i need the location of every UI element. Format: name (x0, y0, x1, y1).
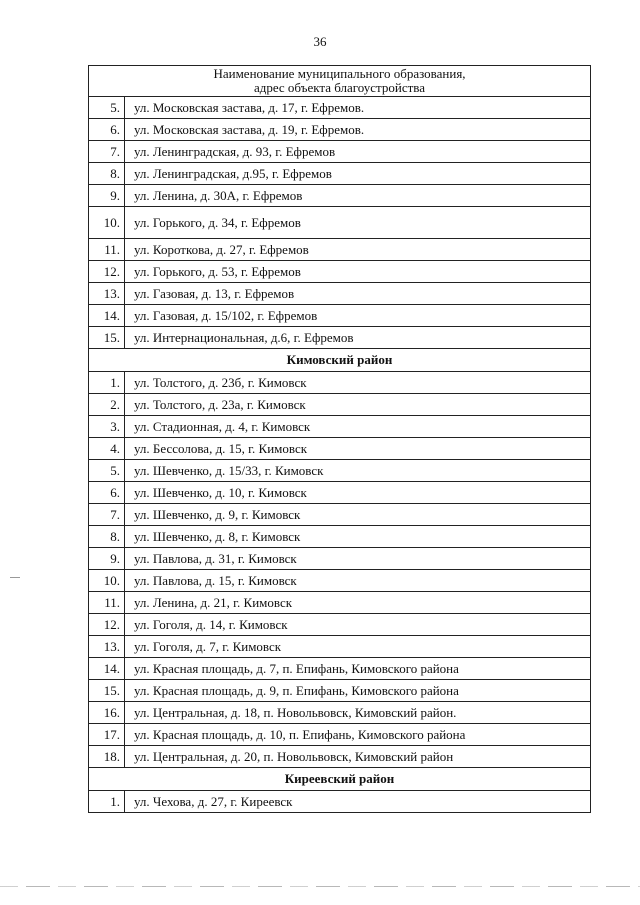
row-number: 1. (89, 372, 125, 394)
table-row (89, 305, 591, 327)
row-number: 6. (89, 482, 125, 504)
table-row (89, 592, 591, 614)
row-address: ул. Короткова, д. 27, г. Ефремов (125, 239, 591, 261)
row-number: 3. (89, 416, 125, 438)
row-address: ул. Горького, д. 53, г. Ефремов (125, 261, 591, 283)
table-row (89, 636, 591, 658)
table-row (89, 163, 591, 185)
table-row (89, 702, 591, 724)
row-number: 14. (89, 658, 125, 680)
row-address: ул. Бессолова, д. 15, г. Кимовск (125, 438, 591, 460)
page-number: 36 (313, 34, 327, 49)
row-number: 8. (89, 163, 125, 185)
table-row (89, 504, 591, 526)
scan-artifact-line (0, 886, 640, 887)
district-header-row (89, 349, 591, 372)
row-address: ул. Центральная, д. 18, п. Новольвовск, Кимовский район. (125, 702, 591, 724)
row-address: ул. Газовая, д. 15/102, г. Ефремов (125, 305, 591, 327)
row-address: ул. Шевченко, д. 10, г. Кимовск (125, 482, 591, 504)
row-number: 17. (89, 724, 125, 746)
row-address: ул. Ленинградская, д.95, г. Ефремов (125, 163, 591, 185)
row-number: 13. (89, 636, 125, 658)
row-address: ул. Шевченко, д. 15/33, г. Кимовск (125, 460, 591, 482)
address-table (88, 65, 591, 813)
table-row (89, 570, 591, 592)
table-row (89, 119, 591, 141)
row-number: 18. (89, 746, 125, 768)
table-row (89, 548, 591, 570)
table-row (89, 658, 591, 680)
row-number: 7. (89, 504, 125, 526)
table-row (89, 791, 591, 813)
row-number: 10. (89, 207, 125, 239)
table-row (89, 482, 591, 504)
row-address: ул. Ленина, д. 30А, г. Ефремов (125, 185, 591, 207)
row-number: 15. (89, 327, 125, 349)
table-row (89, 460, 591, 482)
address-table-body (89, 66, 591, 813)
table-row (89, 239, 591, 261)
table-row (89, 372, 591, 394)
table-row (89, 680, 591, 702)
table-row (89, 261, 591, 283)
row-number: 12. (89, 261, 125, 283)
row-address: ул. Интернациональная, д.6, г. Ефремов (125, 327, 591, 349)
row-number: 5. (89, 97, 125, 119)
district-title: Кимовский район (89, 349, 591, 372)
table-row (89, 614, 591, 636)
table-row (89, 283, 591, 305)
row-number: 9. (89, 185, 125, 207)
row-number: 6. (89, 119, 125, 141)
row-number: 14. (89, 305, 125, 327)
row-address: ул. Толстого, д. 23б, г. Кимовск (125, 372, 591, 394)
table-row (89, 416, 591, 438)
row-address: ул. Гоголя, д. 14, г. Кимовск (125, 614, 591, 636)
row-number: 11. (89, 592, 125, 614)
row-number: 10. (89, 570, 125, 592)
row-address: ул. Горького, д. 34, г. Ефремов (125, 207, 591, 239)
table-row (89, 185, 591, 207)
table-row (89, 141, 591, 163)
row-address: ул. Красная площадь, д. 7, п. Епифань, Кимовского района (125, 658, 591, 680)
row-address: ул. Ленинградская, д. 93, г. Ефремов (125, 141, 591, 163)
row-address: ул. Гоголя, д. 7, г. Кимовск (125, 636, 591, 658)
row-number: 12. (89, 614, 125, 636)
table-row (89, 526, 591, 548)
row-number: 11. (89, 239, 125, 261)
row-address: ул. Красная площадь, д. 9, п. Епифань, Кимовского района (125, 680, 591, 702)
row-number: 7. (89, 141, 125, 163)
row-number: 8. (89, 526, 125, 548)
row-address: ул. Красная площадь, д. 10, п. Епифань, Кимовского района (125, 724, 591, 746)
row-address: ул. Стадионная, д. 4, г. Кимовск (125, 416, 591, 438)
row-address: ул. Московская застава, д. 17, г. Ефремов. (125, 97, 591, 119)
row-address: ул. Центральная, д. 20, п. Новольвовск, Кимовский район (125, 746, 591, 768)
table-row (89, 394, 591, 416)
table-row (89, 746, 591, 768)
row-number: 5. (89, 460, 125, 482)
row-number: 9. (89, 548, 125, 570)
row-address: ул. Ленина, д. 21, г. Кимовск (125, 592, 591, 614)
row-number: 16. (89, 702, 125, 724)
table-row (89, 438, 591, 460)
row-number: 2. (89, 394, 125, 416)
row-address: ул. Шевченко, д. 9, г. Кимовск (125, 504, 591, 526)
table-header-row (89, 66, 591, 97)
row-address: ул. Чехова, д. 27, г. Киреевск (125, 791, 591, 813)
table-row (89, 207, 591, 239)
district-title: Киреевский район (89, 768, 591, 791)
table-header (89, 66, 591, 97)
table-header-line-2: адрес объекта благоустройства (253, 80, 426, 95)
row-address: ул. Шевченко, д. 8, г. Кимовск (125, 526, 591, 548)
row-address: ул. Газовая, д. 13, г. Ефремов (125, 283, 591, 305)
row-address: ул. Павлова, д. 31, г. Кимовск (125, 548, 591, 570)
table-row (89, 97, 591, 119)
row-number: 15. (89, 680, 125, 702)
row-address: ул. Толстого, д. 23а, г. Кимовск (125, 394, 591, 416)
table-row (89, 327, 591, 349)
row-number: 4. (89, 438, 125, 460)
row-number: 1. (89, 791, 125, 813)
row-address: ул. Павлова, д. 15, г. Кимовск (125, 570, 591, 592)
district-header-row (89, 768, 591, 791)
row-number: 13. (89, 283, 125, 305)
scan-margin-mark (10, 577, 20, 578)
table-row (89, 724, 591, 746)
row-address: ул. Московская застава, д. 19, г. Ефремов. (125, 119, 591, 141)
table-header-line-1: Наименование муниципального образования, (213, 66, 466, 81)
